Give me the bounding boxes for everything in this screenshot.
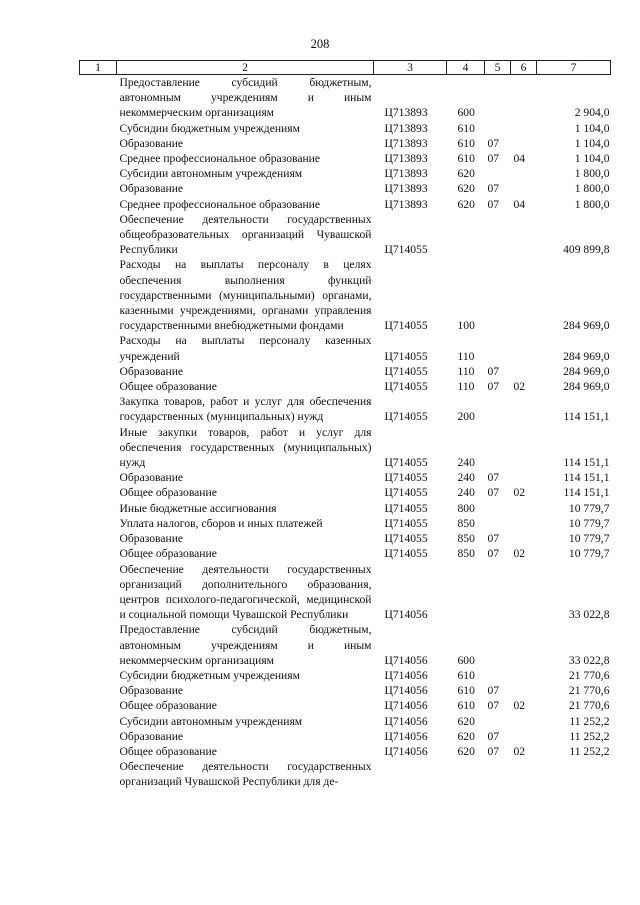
- expense-type-code: 620: [457, 197, 475, 211]
- row-number-cell: [80, 698, 117, 713]
- table-row: [80, 501, 611, 516]
- row-name: Обеспечение деятельности государственных организаций дополнительного образования, центров психолого-педагогической, медицинской и социальной помощи Чувашской Республики: [119, 562, 372, 622]
- target-article-code: Ц714055: [384, 547, 428, 561]
- row-number-cell: [80, 257, 117, 333]
- amount: 1 104,0: [574, 152, 610, 166]
- subsection-code: 04: [513, 197, 526, 211]
- row-number-cell: [80, 364, 117, 379]
- amount: 21 770,6: [568, 699, 610, 713]
- expense-type-code: 240: [457, 471, 475, 485]
- target-article-code: Ц713893: [384, 167, 428, 181]
- expense-type-code: 850: [457, 547, 475, 561]
- row-name: Расходы на выплаты персоналу в целях обеспечения выполнения функций государственными (муниципальными) органами, казенными учреждениями, органами управления государственными внебюджетными фондами: [119, 258, 372, 333]
- row-name: Иные закупки товаров, работ и услуг для обеспечения государственных (муниципальных) нужд: [119, 425, 372, 470]
- row-number-cell: [80, 379, 117, 394]
- amount: 1 800,0: [574, 182, 610, 196]
- section-code: 07: [487, 684, 500, 698]
- section-code: 07: [487, 547, 500, 561]
- subsection-code: 02: [513, 380, 526, 394]
- row-name: Предоставление субсидий бюджетным, автономным учреждениям и иным некоммерческим организациям: [119, 623, 372, 667]
- expense-type-code: 800: [457, 501, 475, 515]
- table-row: [80, 516, 611, 531]
- subsection-code: [511, 729, 537, 744]
- amount: [537, 759, 611, 789]
- section-code: 07: [487, 136, 500, 150]
- section-code: [485, 622, 511, 668]
- table-row: [80, 622, 611, 668]
- row-name: Субсидии автономным учреждениям: [119, 714, 303, 728]
- target-article-code: Ц714056: [384, 608, 428, 622]
- section-code: [485, 668, 511, 683]
- table-row: [80, 333, 611, 363]
- target-article-code: Ц714055: [384, 532, 428, 546]
- row-number-cell: [80, 485, 117, 500]
- row-number-cell: [80, 516, 117, 531]
- row-number-cell: [80, 501, 117, 516]
- table-row: [80, 425, 611, 471]
- expense-type-code: 610: [457, 136, 475, 150]
- subsection-code: [511, 531, 537, 546]
- row-name: Общее образование: [119, 547, 217, 561]
- amount: 11 252,2: [569, 729, 610, 743]
- section-code: 07: [487, 729, 500, 743]
- section-code: 07: [487, 364, 500, 378]
- section-code: [485, 759, 511, 789]
- expense-type-code: [447, 212, 485, 258]
- section-code: [485, 75, 511, 121]
- table-row: [80, 364, 611, 379]
- target-article-code: Ц714055: [384, 456, 428, 470]
- row-name: Субсидии бюджетным учреждениям: [119, 668, 300, 682]
- table-row: [80, 75, 611, 121]
- subsection-code: [511, 181, 537, 196]
- target-article-code: Ц714055: [384, 243, 428, 257]
- row-name: Среднее профессиональное образование: [119, 197, 321, 211]
- subsection-code: [511, 668, 537, 683]
- amount: 21 770,6: [568, 668, 610, 682]
- expense-type-code: 610: [457, 668, 475, 682]
- table-row: [80, 562, 611, 623]
- subsection-code: 04: [513, 152, 526, 166]
- amount: 1 800,0: [574, 167, 610, 181]
- row-name: Общее образование: [119, 699, 217, 713]
- amount: 284 969,0: [563, 319, 610, 333]
- row-number-cell: [80, 729, 117, 744]
- amount: 2 904,0: [574, 106, 610, 120]
- subsection-code: [511, 166, 537, 181]
- subsection-code: [511, 121, 537, 136]
- row-number-cell: [80, 166, 117, 181]
- row-number-cell: [80, 562, 117, 623]
- expense-type-code: 110: [457, 349, 475, 363]
- table-row: [80, 714, 611, 729]
- table-row: [80, 470, 611, 485]
- table-row: [80, 379, 611, 394]
- row-number-cell: [80, 622, 117, 668]
- table-row: [80, 257, 611, 333]
- amount: 11 252,2: [569, 744, 610, 758]
- row-name: Расходы на выплаты персоналу казенных учреждений: [119, 334, 372, 363]
- section-code: [485, 516, 511, 531]
- target-article-code: Ц714055: [384, 380, 428, 394]
- target-article-code: Ц714056: [384, 684, 428, 698]
- section-code: 07: [487, 699, 500, 713]
- target-article-code: Ц714055: [384, 319, 428, 333]
- amount: 1 800,0: [574, 197, 610, 211]
- section-code: [485, 166, 511, 181]
- row-number-cell: [80, 546, 117, 561]
- column-header: 6: [511, 61, 537, 75]
- target-article-code: [374, 759, 447, 789]
- section-code: [485, 212, 511, 258]
- row-number-cell: [80, 333, 117, 363]
- expense-type-code: 110: [457, 380, 475, 394]
- section-code: [485, 394, 511, 424]
- section-code: [485, 562, 511, 623]
- target-article-code: Ц713893: [384, 182, 428, 196]
- target-article-code: Ц714055: [384, 410, 428, 424]
- row-name: Образование: [119, 532, 184, 546]
- expense-type-code: 240: [457, 456, 475, 470]
- budget-table: [79, 60, 611, 790]
- row-name: Иные бюджетные ассигнования: [119, 501, 277, 515]
- target-article-code: Ц714055: [384, 349, 428, 363]
- row-name: Образование: [119, 182, 184, 196]
- target-article-code: Ц713893: [384, 121, 428, 135]
- section-code: [485, 333, 511, 363]
- subsection-code: [511, 470, 537, 485]
- amount: 284 969,0: [563, 349, 610, 363]
- amount: 33 022,8: [568, 653, 610, 667]
- subsection-code: [511, 759, 537, 789]
- expense-type-code: 100: [457, 319, 475, 333]
- section-code: 07: [487, 152, 500, 166]
- table-row: [80, 759, 611, 789]
- expense-type-code: 600: [457, 106, 475, 120]
- subsection-code: [511, 364, 537, 379]
- subsection-code: 02: [513, 486, 526, 500]
- amount: 114 151,1: [563, 410, 610, 424]
- row-name: Образование: [119, 471, 184, 485]
- expense-type-code: [447, 759, 485, 789]
- section-code: 07: [487, 197, 500, 211]
- row-number-cell: [80, 151, 117, 166]
- amount: 10 779,7: [568, 532, 610, 546]
- expense-type-code: 610: [457, 684, 475, 698]
- expense-type-code: 620: [457, 167, 475, 181]
- amount: 284 969,0: [563, 364, 610, 378]
- row-name: Предоставление субсидий бюджетным, автономным учреждениям и иным некоммерческим организациям: [119, 76, 372, 120]
- subsection-code: [511, 714, 537, 729]
- row-name: Субсидии автономным учреждениям: [119, 167, 303, 181]
- expense-type-code: 610: [457, 699, 475, 713]
- subsection-code: [511, 683, 537, 698]
- target-article-code: Ц714056: [384, 699, 428, 713]
- expense-type-code: 620: [457, 714, 475, 728]
- row-number-cell: [80, 714, 117, 729]
- table-row: [80, 394, 611, 424]
- target-article-code: Ц714056: [384, 729, 428, 743]
- expense-type-code: 600: [457, 653, 475, 667]
- column-header: 2: [117, 61, 374, 75]
- expense-type-code: 240: [457, 486, 475, 500]
- target-article-code: Ц714056: [384, 668, 428, 682]
- expense-type-code: 620: [457, 182, 475, 196]
- target-article-code: Ц714055: [384, 501, 428, 515]
- expense-type-code: 850: [457, 532, 475, 546]
- subsection-code: [511, 622, 537, 668]
- target-article-code: Ц714055: [384, 516, 428, 530]
- target-article-code: Ц714055: [384, 471, 428, 485]
- section-code: [485, 501, 511, 516]
- section-code: 07: [487, 744, 500, 758]
- subsection-code: 02: [513, 699, 526, 713]
- amount: 114 151,1: [563, 471, 610, 485]
- subsection-code: [511, 516, 537, 531]
- row-number-cell: [80, 181, 117, 196]
- amount: 1 104,0: [574, 136, 610, 150]
- target-article-code: Ц714056: [384, 714, 428, 728]
- section-code: 07: [487, 471, 500, 485]
- target-article-code: Ц714055: [384, 364, 428, 378]
- amount: 11 252,2: [569, 714, 610, 728]
- column-header: 7: [537, 61, 611, 75]
- subsection-code: [511, 501, 537, 516]
- table-row: [80, 121, 611, 136]
- row-name: Общее образование: [119, 380, 217, 394]
- section-code: [485, 425, 511, 471]
- expense-type-code: 610: [457, 121, 475, 135]
- amount: 10 779,7: [568, 547, 610, 561]
- row-name: Общее образование: [119, 486, 217, 500]
- expense-type-code: 110: [457, 364, 475, 378]
- table-row: [80, 668, 611, 683]
- row-number-cell: [80, 136, 117, 151]
- amount: 10 779,7: [568, 516, 610, 530]
- row-name: Среднее профессиональное образование: [119, 152, 321, 166]
- row-number-cell: [80, 759, 117, 789]
- section-code: 07: [487, 532, 500, 546]
- amount: 21 770,6: [568, 684, 610, 698]
- table-row: [80, 698, 611, 713]
- expense-type-code: 620: [457, 729, 475, 743]
- amount: 114 151,1: [563, 486, 610, 500]
- subsection-code: [511, 562, 537, 623]
- table-row: [80, 485, 611, 500]
- table-row: [80, 151, 611, 166]
- row-number-cell: [80, 197, 117, 212]
- section-code: [485, 714, 511, 729]
- target-article-code: Ц713893: [384, 152, 428, 166]
- table-row: [80, 683, 611, 698]
- section-code: 07: [487, 486, 500, 500]
- amount: 114 151,1: [563, 456, 610, 470]
- target-article-code: Ц713893: [384, 106, 428, 120]
- subsection-code: [511, 212, 537, 258]
- section-code: [485, 257, 511, 333]
- table-row: [80, 197, 611, 212]
- row-name: Общее образование: [119, 744, 217, 758]
- table-row: [80, 212, 611, 258]
- amount: 33 022,8: [568, 608, 610, 622]
- row-number-cell: [80, 121, 117, 136]
- row-number-cell: [80, 683, 117, 698]
- subsection-code: 02: [513, 744, 526, 758]
- page-number: 208: [310, 37, 330, 51]
- row-number-cell: [80, 470, 117, 485]
- expense-type-code: 610: [457, 152, 475, 166]
- expense-type-code: 200: [457, 410, 475, 424]
- row-number-cell: [80, 668, 117, 683]
- target-article-code: Ц713893: [384, 197, 428, 211]
- target-article-code: Ц714056: [384, 744, 428, 758]
- row-number-cell: [80, 531, 117, 546]
- section-code: 07: [487, 182, 500, 196]
- table-row: [80, 166, 611, 181]
- subsection-code: [511, 136, 537, 151]
- row-number-cell: [80, 75, 117, 121]
- row-name: Субсидии бюджетным учреждениям: [119, 121, 300, 135]
- amount: 10 779,7: [568, 501, 610, 515]
- table-row: [80, 744, 611, 759]
- expense-type-code: 850: [457, 516, 475, 530]
- amount: 1 104,0: [574, 121, 610, 135]
- table-row: [80, 531, 611, 546]
- row-number-cell: [80, 744, 117, 759]
- subsection-code: [511, 333, 537, 363]
- column-header: 1: [80, 61, 117, 75]
- column-header: 4: [447, 61, 485, 75]
- subsection-code: [511, 257, 537, 333]
- amount: 409 899,8: [563, 243, 610, 257]
- subsection-code: [511, 75, 537, 121]
- row-name: Образование: [119, 729, 184, 743]
- section-code: 07: [487, 380, 500, 394]
- column-header: 5: [485, 61, 511, 75]
- table-row: [80, 136, 611, 151]
- target-article-code: Ц713893: [384, 136, 428, 150]
- subsection-code: 02: [513, 547, 526, 561]
- subsection-code: [511, 394, 537, 424]
- row-number-cell: [80, 425, 117, 471]
- table-row: [80, 729, 611, 744]
- column-number-row: [80, 61, 611, 75]
- row-name: Образование: [119, 136, 184, 150]
- row-name: Обеспечение деятельности государственных организаций Чувашской Республики для де-: [119, 760, 372, 789]
- row-name: Уплата налогов, сборов и иных платежей: [119, 516, 323, 530]
- row-number-cell: [80, 212, 117, 258]
- target-article-code: Ц714056: [384, 653, 428, 667]
- target-article-code: Ц714055: [384, 486, 428, 500]
- expense-type-code: 620: [457, 744, 475, 758]
- subsection-code: [511, 425, 537, 471]
- row-number-cell: [80, 394, 117, 424]
- row-name: Образование: [119, 684, 184, 698]
- section-code: [485, 121, 511, 136]
- amount: 284 969,0: [563, 380, 610, 394]
- row-name: Обеспечение деятельности государственных общеобразовательных организаций Чувашской Республики: [119, 212, 372, 257]
- table-row: [80, 181, 611, 196]
- row-name: Закупка товаров, работ и услуг для обеспечения государственных (муниципальных) нужд: [119, 395, 372, 424]
- column-header: 3: [374, 61, 447, 75]
- table-row: [80, 546, 611, 561]
- row-name: Образование: [119, 364, 184, 378]
- expense-type-code: [447, 562, 485, 623]
